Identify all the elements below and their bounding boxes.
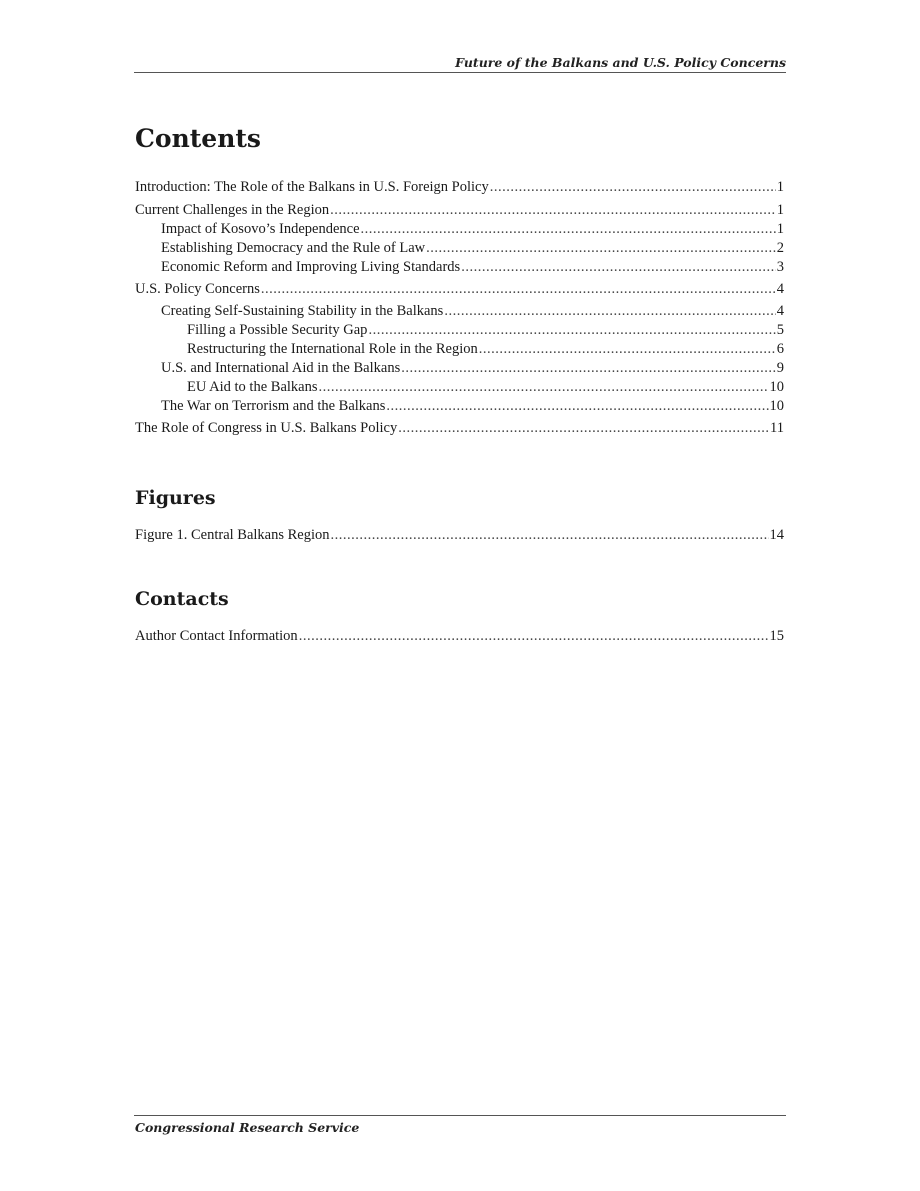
toc-entry-title: Economic Reform and Improving Living Standards xyxy=(161,259,461,275)
toc-entry-page: 4 xyxy=(776,303,784,319)
toc-entry[interactable] xyxy=(135,280,784,299)
toc-entry[interactable] xyxy=(135,378,784,397)
toc-entry-page: 3 xyxy=(776,259,784,275)
dot-leader xyxy=(444,302,775,321)
toc-entry[interactable] xyxy=(135,178,784,197)
running-header: Future of the Balkans and U.S. Policy Concerns xyxy=(455,55,786,70)
toc-entry-title: Current Challenges in the Region xyxy=(135,202,330,218)
toc-entry-page: 15 xyxy=(769,628,784,644)
toc-entry-title: Establishing Democracy and the Rule of Law xyxy=(161,240,426,256)
dot-leader xyxy=(330,201,776,220)
toc-entry[interactable] xyxy=(135,359,784,378)
dot-leader xyxy=(261,280,776,299)
toc-entry-page: 6 xyxy=(776,341,784,357)
footer-rule xyxy=(134,1115,786,1116)
toc-entry-page: 14 xyxy=(769,527,784,543)
contacts-list xyxy=(135,627,784,646)
figures-heading: Figures xyxy=(135,487,216,509)
toc-entry-title: Creating Self-Sustaining Stability in the Balkans xyxy=(161,303,444,319)
contents-heading: Contents xyxy=(135,124,262,153)
dot-leader xyxy=(319,378,769,397)
dot-leader xyxy=(426,239,776,258)
toc-entry-page: 9 xyxy=(776,360,784,376)
toc-entry-page: 10 xyxy=(769,398,784,414)
toc-entry-title: The Role of Congress in U.S. Balkans Policy xyxy=(135,420,398,436)
toc-entry-title: Restructuring the International Role in the Region xyxy=(187,341,478,357)
toc-entry-title: Author Contact Information xyxy=(135,628,298,644)
toc-entry-title: U.S. and International Aid in the Balkans xyxy=(161,360,401,376)
dot-leader xyxy=(398,419,769,438)
toc-entry[interactable] xyxy=(135,627,784,646)
toc-entry-page: 1 xyxy=(776,202,784,218)
toc-entry[interactable] xyxy=(135,340,784,359)
dot-leader xyxy=(386,397,768,416)
dot-leader xyxy=(461,258,776,277)
toc-entry[interactable] xyxy=(135,419,784,438)
toc-entry[interactable] xyxy=(135,526,784,545)
toc-entry-page: 1 xyxy=(776,179,784,195)
toc-entry-title: EU Aid to the Balkans xyxy=(187,379,318,395)
contents-list xyxy=(135,178,784,438)
toc-entry[interactable] xyxy=(135,321,784,340)
dot-leader xyxy=(490,178,776,197)
figures-list xyxy=(135,526,784,545)
dot-leader xyxy=(401,359,776,378)
dot-leader xyxy=(299,627,769,646)
toc-entry[interactable] xyxy=(135,258,784,277)
dot-leader xyxy=(361,220,776,239)
toc-entry-title: The War on Terrorism and the Balkans xyxy=(161,398,386,414)
toc-entry-title: Figure 1. Central Balkans Region xyxy=(135,527,330,543)
toc-entry-page: 10 xyxy=(769,379,784,395)
contacts-heading: Contacts xyxy=(135,588,229,610)
toc-entry-title: Introduction: The Role of the Balkans in U.S. Foreign Policy xyxy=(135,179,489,195)
toc-entry[interactable] xyxy=(135,397,784,416)
toc-entry-title: U.S. Policy Concerns xyxy=(135,281,260,297)
toc-entry[interactable] xyxy=(135,201,784,220)
toc-entry-page: 5 xyxy=(776,322,784,338)
toc-entry[interactable] xyxy=(135,239,784,258)
toc-entry[interactable] xyxy=(135,302,784,321)
running-footer: Congressional Research Service xyxy=(135,1120,360,1135)
toc-entry-page: 4 xyxy=(776,281,784,297)
toc-entry-title: Impact of Kosovo’s Independence xyxy=(161,221,360,237)
toc-entry[interactable] xyxy=(135,220,784,239)
toc-entry-page: 11 xyxy=(770,420,784,436)
toc-entry-page: 1 xyxy=(776,221,784,237)
header-rule xyxy=(134,72,786,73)
toc-entry-page: 2 xyxy=(776,240,784,256)
dot-leader xyxy=(331,526,769,545)
dot-leader xyxy=(368,321,775,340)
dot-leader xyxy=(479,340,776,359)
toc-entry-title: Filling a Possible Security Gap xyxy=(187,322,368,338)
